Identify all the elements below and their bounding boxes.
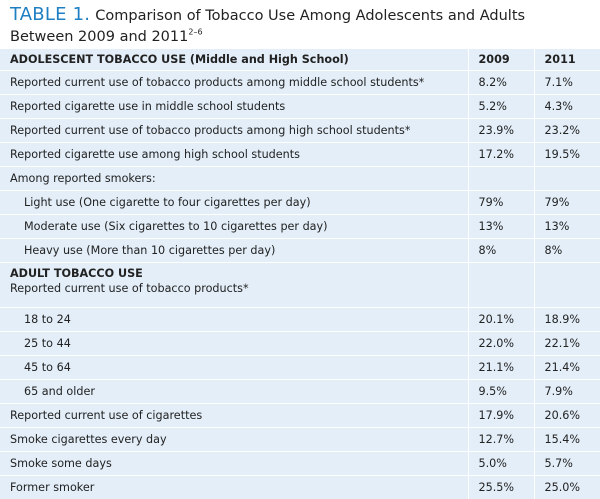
table-header-row (0, 49, 600, 71)
table-row (0, 476, 600, 499)
row-label: Reported cigarette use among high school students (0, 143, 468, 167)
table-row (0, 356, 600, 380)
value-2011: 25.0% (534, 476, 600, 499)
table-row (0, 167, 600, 191)
table-row (0, 428, 600, 452)
table-title: Comparison of Tobacco Use Among Adolescents and Adults Between 2009 and 2011 (10, 8, 525, 45)
table-row (0, 380, 600, 404)
value-2011: 7.1% (534, 71, 600, 95)
table-row (0, 308, 600, 332)
value-2011 (534, 263, 600, 308)
value-2009: 23.9% (468, 119, 534, 143)
row-label: Among reported smokers: (0, 167, 468, 191)
table-row (0, 71, 600, 95)
table-row (0, 452, 600, 476)
value-2011: 4.3% (534, 95, 600, 119)
row-label: Reported cigarette use in middle school students (0, 95, 468, 119)
value-2009: 12.7% (468, 428, 534, 452)
value-2009 (468, 263, 534, 308)
table-caption (0, 0, 600, 48)
row-label: 65 and older (0, 380, 468, 404)
value-2009: 5.2% (468, 95, 534, 119)
table-row (0, 191, 600, 215)
column-header-2011: 2011 (534, 49, 600, 71)
value-2009: 9.5% (468, 380, 534, 404)
row-label: Light use (One cigarette to four cigarettes per day) (0, 191, 468, 215)
value-2009: 25.5% (468, 476, 534, 499)
adult-section-subtitle: Reported current use of tobacco products* (10, 281, 468, 297)
value-2011: 18.9% (534, 308, 600, 332)
citation-superscript: 2–6 (188, 28, 202, 37)
value-2009: 13% (468, 215, 534, 239)
value-2011: 23.2% (534, 119, 600, 143)
row-label: Smoke some days (0, 452, 468, 476)
value-2009: 22.0% (468, 332, 534, 356)
adult-section-header (0, 263, 468, 308)
row-label: Former smoker (0, 476, 468, 499)
value-2009: 79% (468, 191, 534, 215)
row-label: Reported current use of cigarettes (0, 404, 468, 428)
value-2009: 8.2% (468, 71, 534, 95)
row-label: 25 to 44 (0, 332, 468, 356)
value-2009: 20.1% (468, 308, 534, 332)
table-row (0, 239, 600, 263)
row-label: Reported current use of tobacco products among middle school students* (0, 71, 468, 95)
tobacco-use-table (0, 48, 600, 499)
adult-section-title: ADULT TOBACCO USE (10, 266, 468, 281)
value-2009: 17.2% (468, 143, 534, 167)
value-2011: 20.6% (534, 404, 600, 428)
table-row (0, 332, 600, 356)
row-label: 18 to 24 (0, 308, 468, 332)
table-number: TABLE 1. (10, 4, 90, 25)
table-row (0, 215, 600, 239)
value-2009: 8% (468, 239, 534, 263)
value-2009: 17.9% (468, 404, 534, 428)
value-2009: 21.1% (468, 356, 534, 380)
value-2009: 5.0% (468, 452, 534, 476)
value-2011: 22.1% (534, 332, 600, 356)
value-2011: 7.9% (534, 380, 600, 404)
row-label: Heavy use (More than 10 cigarettes per day) (0, 239, 468, 263)
value-2009 (468, 167, 534, 191)
table-row (0, 143, 600, 167)
column-header-2009: 2009 (468, 49, 534, 71)
row-label: 45 to 64 (0, 356, 468, 380)
value-2011: 79% (534, 191, 600, 215)
row-label: Smoke cigarettes every day (0, 428, 468, 452)
value-2011: 8% (534, 239, 600, 263)
row-label: Moderate use (Six cigarettes to 10 cigarettes per day) (0, 215, 468, 239)
value-2011: 21.4% (534, 356, 600, 380)
value-2011: 13% (534, 215, 600, 239)
value-2011: 5.7% (534, 452, 600, 476)
row-label: Reported current use of tobacco products among high school students* (0, 119, 468, 143)
adolescent-section-header: ADOLESCENT TOBACCO USE (Middle and High School) (0, 49, 468, 71)
value-2011 (534, 167, 600, 191)
value-2011: 19.5% (534, 143, 600, 167)
table-row (0, 404, 600, 428)
adult-section-row (0, 263, 600, 308)
table-row (0, 95, 600, 119)
value-2011: 15.4% (534, 428, 600, 452)
table-row (0, 119, 600, 143)
